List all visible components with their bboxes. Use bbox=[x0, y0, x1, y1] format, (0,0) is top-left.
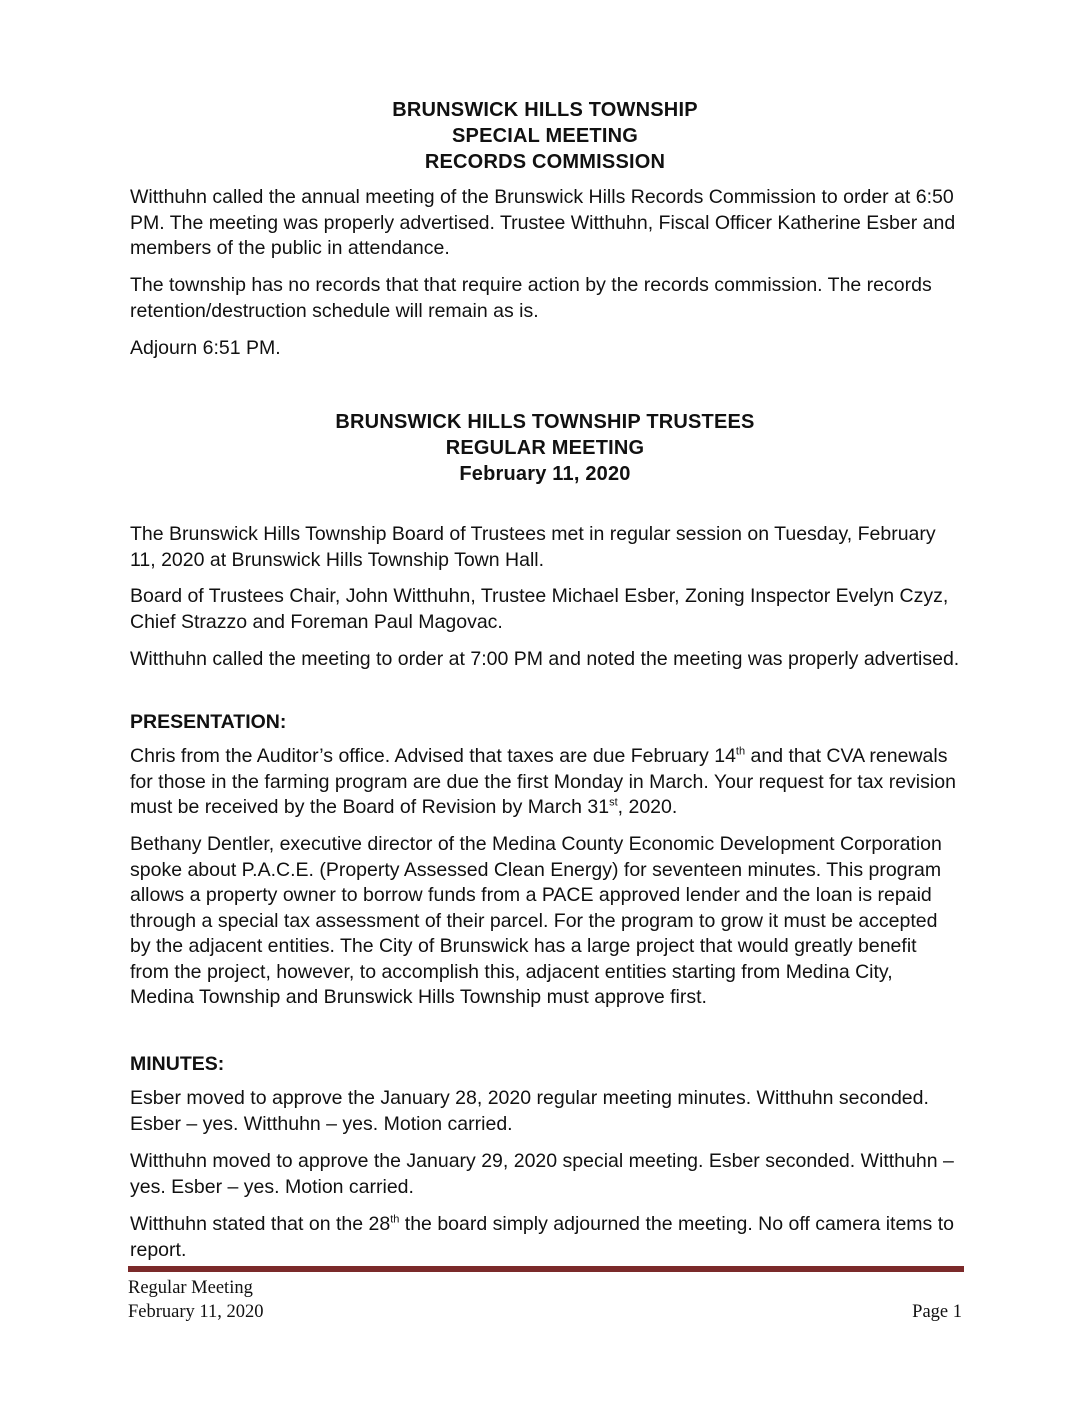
minutes-paragraph-2: Witthuhn moved to approve the January 29, 2020 special meeting. Esber seconded. Witthuhn – yes. Esber – yes. Motion carried. bbox=[130, 1150, 954, 1198]
intro-paragraph-1: The Brunswick Hills Township Board of Trustees met in regular session on Tuesday, February 11, 2020 at Brunswick Hills Township Town Hall. bbox=[130, 523, 936, 571]
minutes-paragraph-3: Witthuhn stated that on the 28th the board simply adjourned the meeting. No off camera items to report. bbox=[130, 1213, 954, 1261]
attendance-paragraph: Board of Trustees Chair, John Witthuhn, Trustee Michael Esber, Zoning Inspector Evelyn Czyz, Chief Strazzo and Foreman Paul Magovac. bbox=[130, 585, 949, 633]
presentation-paragraph-1: Chris from the Auditor’s office. Advised that taxes are due February 14th and that CVA renewals for those in the farming program are due the first Monday in March. Your request for tax revision must be received by the Board of Revision by March 31st, 2020. bbox=[130, 745, 956, 818]
records-paragraph-1: Witthuhn called the annual meeting of the Brunswick Hills Records Commission to order at 6:50 PM. The meeting was properly advertised. Trustee Witthuhn, Fiscal Officer Katherine Esber and members of the public in attendance. bbox=[130, 186, 956, 259]
records-heading-line1: BRUNSWICK HILLS TOWNSHIP bbox=[392, 99, 698, 121]
records-heading-line2: SPECIAL MEETING bbox=[452, 125, 638, 147]
trustees-heading-line2: REGULAR MEETING bbox=[445, 437, 645, 459]
presentation-heading: PRESENTATION: bbox=[130, 711, 287, 733]
call-to-order-paragraph: Witthuhn called the meeting to order at 7:00 PM and noted the meeting was properly advertised. bbox=[130, 648, 960, 670]
minutes-paragraph-1: Esber moved to approve the January 28, 2020 regular meeting minutes. Witthuhn seconded. Esber – yes. Witthuhn – yes. Motion carried. bbox=[130, 1087, 929, 1135]
footer-line2 bbox=[128, 1300, 962, 1324]
footer-rule bbox=[128, 1266, 964, 1272]
presentation-paragraph-2: Bethany Dentler, executive director of the Medina County Economic Development Corporation spoke about P.A.C.E. (Property Assessed Clean Energy) for seventeen minutes. This program allows a property owner to borrow funds from a PACE approved lender and the loan is repaid through a special tax assessment of their parcel. For the program to grow it must be accepted by the adjacent entities. The City of Brunswick has a large project that would greatly benefit from the project, however, to accomplish this, adjacent entities starting from Medina City, Medina Township and Brunswick Hills Township must approve first. bbox=[130, 833, 942, 1008]
footer-line1: Regular Meeting bbox=[128, 1278, 253, 1298]
records-paragraph-2: The township has no records that that require action by the records commission. The records retention/destruction schedule will remain as is. bbox=[130, 274, 932, 322]
page-number: Page 1 bbox=[912, 1302, 962, 1322]
records-heading-line3: RECORDS COMMISSION bbox=[424, 151, 666, 173]
records-paragraph-3: Adjourn 6:51 PM. bbox=[130, 337, 281, 359]
trustees-heading-line3: February 11, 2020 bbox=[459, 463, 631, 485]
footer-date: February 11, 2020 bbox=[128, 1302, 264, 1322]
trustees-heading-line1: BRUNSWICK HILLS TOWNSHIP TRUSTEES bbox=[335, 411, 755, 433]
minutes-heading: MINUTES: bbox=[130, 1053, 225, 1075]
